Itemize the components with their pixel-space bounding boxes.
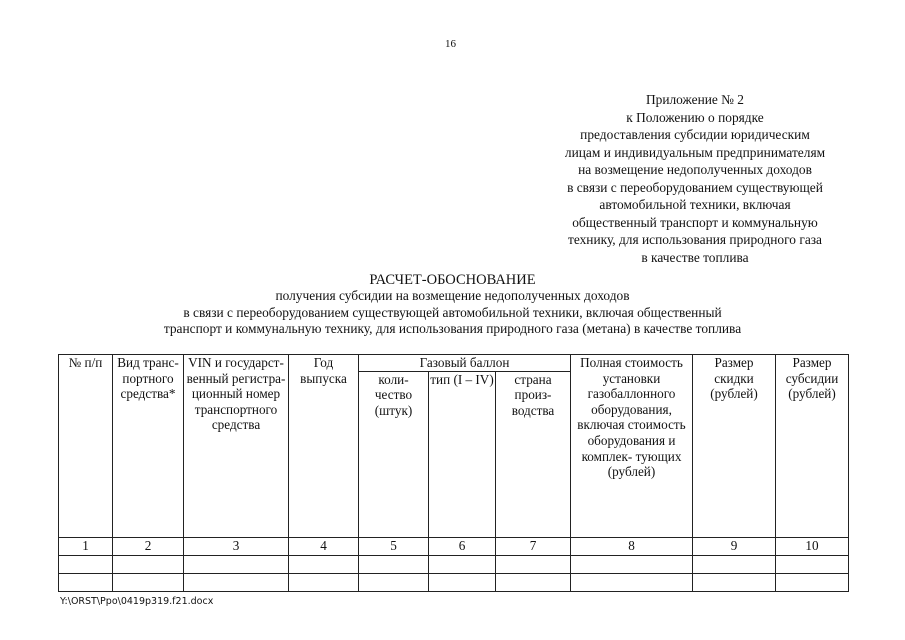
column-number: 3 <box>184 537 289 555</box>
appendix-line: общественный транспорт и коммунальную <box>572 214 818 230</box>
table-cell <box>289 573 359 591</box>
table-cell <box>496 573 571 591</box>
subtitle-line: в связи с переоборудованием существующей автомобильной техники, включая общественный <box>183 304 722 320</box>
table-cell <box>693 573 776 591</box>
table-cell <box>776 573 849 591</box>
appendix-line: Приложение № 2 <box>645 92 745 107</box>
table-cell <box>184 573 289 591</box>
header-year: Год выпуска <box>289 355 359 538</box>
page-number: 16 <box>445 38 456 50</box>
subtitle-line: получения субсидии на возмещение недополученных доходов <box>275 288 630 303</box>
column-number: 6 <box>429 537 496 555</box>
header-full-cost: Полная стоимость установки газобаллонного оборудования, включая стоимость оборудования и комплек- тующих (рублей) <box>571 355 693 538</box>
calculation-table <box>58 354 849 592</box>
subtitle-line: транспорт и коммунальную технику, для использования природного газа (метана) в качестве топлива <box>163 321 742 336</box>
column-number: 1 <box>59 537 113 555</box>
header-gas-cylinder: Газовый баллон <box>359 355 571 372</box>
column-number: 7 <box>496 537 571 555</box>
table-cell <box>184 555 289 573</box>
appendix-line: автомобильной техники, включая <box>599 197 791 212</box>
table-cell <box>59 555 113 573</box>
table-cell <box>289 555 359 573</box>
table-cell <box>113 555 184 573</box>
header-number: № п/п <box>59 355 113 538</box>
header-country: страна произ- водства <box>496 371 571 537</box>
table-cell <box>571 573 693 591</box>
appendix-line: предоставления субсидии юридическим <box>580 127 810 142</box>
table-cell <box>113 573 184 591</box>
appendix-line: к Положению о порядке <box>626 109 764 125</box>
footer-file-path: Y:\ORST\Ppo\0419p319.f21.docx <box>60 596 214 607</box>
document-title: РАСЧЕТ-ОБОСНОВАНИЕ <box>369 272 536 288</box>
header-vin: VIN и государст- венный регистра- ционный номер транспортного средства <box>184 355 289 538</box>
appendix-line: в связи с переоборудованием существующей <box>567 179 823 195</box>
header-subsidy: Размер субсидии (рублей) <box>776 355 849 538</box>
appendix-line: лицам и индивидуальным предпринимателям <box>564 144 826 160</box>
header-type: тип (I – IV) <box>429 371 496 537</box>
table-cell <box>693 555 776 573</box>
table-cell <box>496 555 571 573</box>
appendix-line: в качестве топлива <box>641 249 749 265</box>
column-number: 5 <box>359 537 429 555</box>
header-discount: Размер скидки (рублей) <box>693 355 776 538</box>
table-row <box>59 555 849 573</box>
table-cell <box>59 573 113 591</box>
column-number: 9 <box>693 537 776 555</box>
table-cell <box>359 573 429 591</box>
appendix-line: технику, для использования природного газа <box>567 232 822 247</box>
column-number: 2 <box>113 537 184 555</box>
appendix-block <box>540 91 850 266</box>
column-number: 8 <box>571 537 693 555</box>
table-row <box>59 573 849 591</box>
appendix-line: на возмещение недополученных доходов <box>578 162 812 177</box>
column-number: 10 <box>776 537 849 555</box>
table-cell <box>359 555 429 573</box>
table-cell <box>571 555 693 573</box>
table-cell <box>429 573 496 591</box>
table-cell <box>429 555 496 573</box>
header-vehicle-type: Вид транс- портного средства* <box>113 355 184 538</box>
header-quantity: коли- чество (штук) <box>359 371 429 537</box>
table-cell <box>776 555 849 573</box>
document-subtitle <box>0 288 905 338</box>
column-number: 4 <box>289 537 359 555</box>
